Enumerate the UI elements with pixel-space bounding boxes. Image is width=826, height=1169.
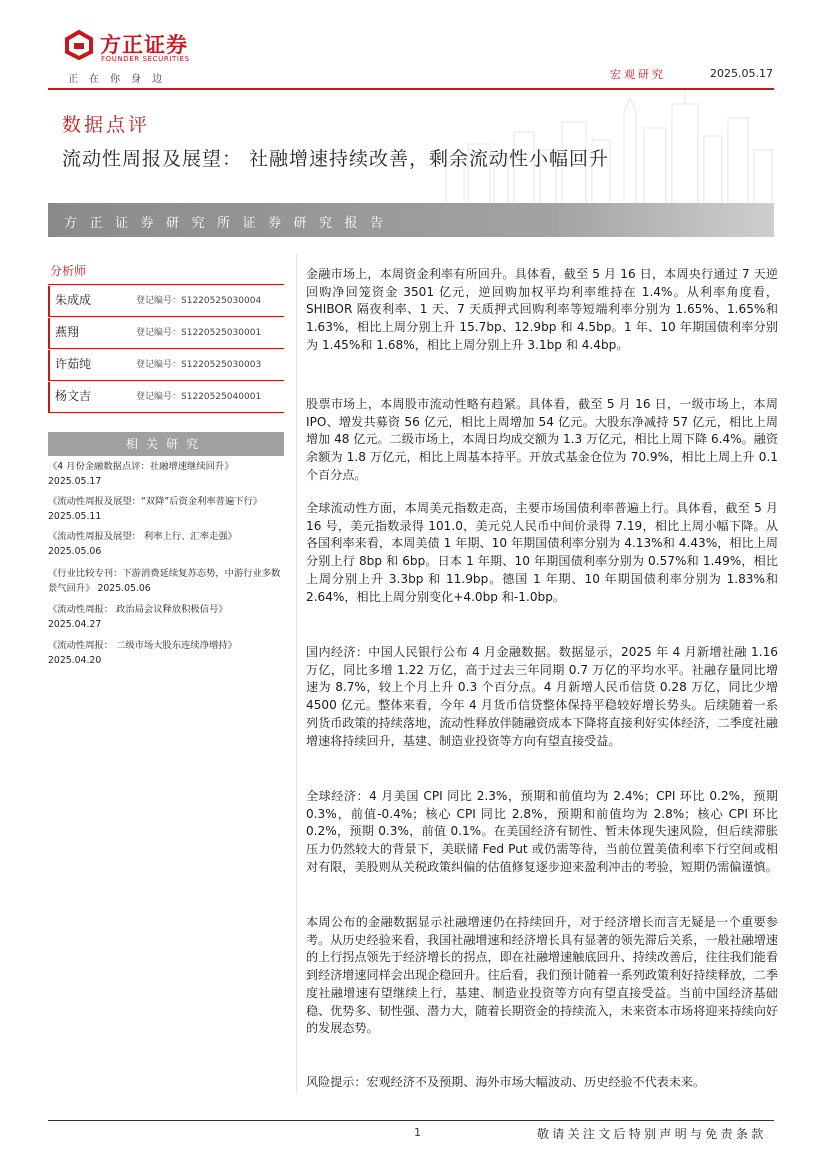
logo-name: 方正证券 (100, 33, 188, 57)
footer-divider (48, 1120, 774, 1121)
logo-english-name: FOUNDER SECURITIES (101, 55, 190, 63)
analyst-card (48, 350, 284, 380)
related-report[interactable] (48, 529, 284, 559)
analyst-name: 燕翔 (55, 325, 80, 339)
analyst-divider (48, 412, 284, 413)
related-report-date: 2025.04.20 (48, 655, 102, 666)
related-report-title[interactable]: 《流动性周报： 二级市场大股东连续净增持》 (48, 640, 237, 651)
body-paragraph-global-economy: 全球经济：4 月美国 CPI 同比 2.3%，预期和前值均为 2.4%；CPI 环比 0.2%，预期 0.3%，前值-0.4%；核心 CPI 同比 2.8%，预期和前值均为 2.8%；核心 CPI 环比 0.2%，预期 0.3%，前值 0.1%。在美国经济有韧性、暂未体现失速风险，但后续滞胀压力仍然较大的背景下，美联储 Fed Put 或仍需等待，当前位置美债利率下行空间或相对有限，美股则从关税政策纠偏的估值修复逐步迎来盈利冲击的考验，短期仍需偏谨慎。 (306, 789, 778, 874)
analyst-card (48, 382, 284, 412)
analyst-reg: 登记编号：S1220525030004 (136, 296, 262, 306)
report-category: 宏观研究 (610, 68, 666, 81)
analyst-name: 杨文吉 (55, 389, 92, 403)
related-report-date: 2025.05.17 (48, 476, 102, 487)
analyst-reg: 登记编号：S1220525040001 (136, 392, 262, 402)
related-research-heading: 相关研究 (48, 432, 284, 456)
body-paragraph-money-market: 金融市场上，本周资金利率有所回升。具体看，截至 5 月 16 日，本周央行通过 7 天逆回购净回笼资金 3501 亿元，逆回购加权平均利率维持在 1.4%。从利率角度看，SHIBOR 隔夜利率、1 天、7 天质押式回购利率等短端利率分别为 1.65%、1.65%和 1.63%，相比上周分别上升 15.7bp、12.9bp 和 4.5bp。1 年、10 年期国债利率分别为 1.45%和 1.68%，相比上周分别上升 3.1bp 和 4.4bp。 (306, 267, 778, 352)
risk-warning: 风险提示：宏观经济不及预期、海外市场大幅波动、历史经验不代表未来。 (306, 1075, 706, 1089)
analysts-divider (48, 284, 284, 285)
related-report[interactable] (48, 494, 284, 524)
analyst-card (48, 318, 284, 348)
related-report-title[interactable]: 《4 月份金融数据点评：社融增速继续回升》 (48, 461, 234, 472)
related-report-date: 2025.05.06 (48, 546, 102, 557)
related-report[interactable] (48, 566, 284, 596)
related-report[interactable] (48, 638, 284, 668)
header-divider (48, 88, 774, 90)
analyst-name: 许茹纯 (55, 357, 92, 371)
analyst-divider (48, 348, 284, 349)
related-report-date: 2025.04.27 (48, 619, 102, 630)
body-paragraph-stock-market: 股票市场上，本周股市流动性略有趋紧。具体看，截至 5 月 16 日，一级市场上，本周 IPO、增发共募资 56 亿元，相比上周增加 54 亿元。大股东净减持 57 亿元，相比上周增加 48 亿元。二级市场上，本周日均成交额为 1.3 万亿元，相比上周下降 6.4%。融资余额为 1.8 万亿元，相比上周基本持平。开放式基金仓位为 70.9%，相比上周上升 0.1 个百分点。 (306, 397, 778, 482)
analyst-reg: 登记编号：S1220525030003 (136, 360, 262, 370)
founder-logo-icon (64, 30, 94, 60)
related-report-title[interactable]: 《流动性周报及展望： 利率上行、汇率走强》 (48, 531, 237, 542)
slogan: 正在你身边 (68, 74, 173, 85)
banner-text: 方正证券研究所证券研究报告 (64, 216, 396, 231)
institute-banner (48, 203, 774, 237)
report-type: 数据点评 (62, 114, 151, 136)
page-number: 1 (414, 1126, 421, 1139)
related-report-title[interactable]: 《流动性周报及展望：“双降”后资金利率普遍下行》 (48, 496, 263, 507)
body-paragraph-global-liquidity: 全球流动性方面，本周美元指数走高，主要市场国债利率普遍上行。具体看，截至 5 月 16 号，美元指数录得 101.0，美元兑人民币中间价录得 7.19，相比上周小幅下降。从各国利率来看，本周美债 1 年期、10 年期国债利率分别为 4.13%和 4.43%，相比上周分别上行 8bp 和 6bp。日本 1 年期、10 年期国债利率分别为 0.57%和 1.49%，相比上周分别上升 3.3bp 和 11.9bp。德国 1 年期、10 年期国债利率分别为 1.83%和 2.64%，相比上周分别变化+4.0bp 和-1.0bp。 (306, 501, 778, 604)
analysts-heading: 分析师 (50, 264, 87, 278)
related-report-title[interactable]: 《行业比较专刊：下游消费延续复苏态势，中游行业多数景气回升》 (48, 568, 281, 594)
column-divider (296, 254, 297, 1094)
related-report-date: 2025.05.11 (48, 511, 102, 522)
analyst-divider (48, 380, 284, 381)
body-paragraph-outlook: 本周公布的金融数据显示社融增速仍在持续回升，对于经济增长而言无疑是一个重要参考。从历史经验来看，我国社融增速和经济增长具有显著的领先滞后关系，一般社融增速的上行拐点领先于经济增长的拐点，即在社融增速触底回升、持续改善后，往往我们能看到经济增速同样会出现企稳回升。往后看，我们预计随着一系列政策利好持续释放，二季度社融增速有望继续上行，基建、制造业投资等方向有望直接受益。当前中国经济基础稳、优势多、韧性强、潜力大，随着长期资金的持续流入，未来资本市场将迎来持续向好的发展态势。 (306, 915, 778, 1036)
report-title: 流动性周报及展望： 社融增速持续改善，剩余流动性小幅回升 (62, 148, 610, 170)
related-report[interactable] (48, 459, 284, 489)
analyst-divider (48, 316, 284, 317)
related-report[interactable] (48, 602, 284, 632)
report-date: 2025.05.17 (710, 67, 773, 80)
analyst-name: 朱成成 (55, 293, 92, 307)
analyst-card (48, 286, 284, 316)
related-report-date: 2025.05.06 (97, 583, 151, 594)
analyst-reg: 登记编号：S1220525030001 (136, 328, 262, 338)
disclaimer-note: 敬请关注文后特别声明与免责条款 (537, 1127, 767, 1141)
related-report-title[interactable]: 《流动性周报： 政治局会议释放积极信号》 (48, 604, 228, 615)
body-paragraph-domestic-economy: 国内经济：中国人民银行公布 4 月金融数据。数据显示，2025 年 4 月新增社融 1.16 万亿，同比多增 1.22 万亿，高于过去三年同期 0.7 万亿的平均水平。社融存量同比增速为 8.7%，较上个月上升 0.3 个百分点。4 月新增人民币信贷 0.28 万亿，同比少增 4500 亿元。整体来看，今年 4 月货币信贷整体保持平稳较好增长势头。后续随着一系列货币政策的持续落地，流动性释放伴随融资成本下降将直接利好实体经济，二季度社融增速将持续回升，基建、制造业投资等方向有望直接受益。 (306, 645, 778, 748)
